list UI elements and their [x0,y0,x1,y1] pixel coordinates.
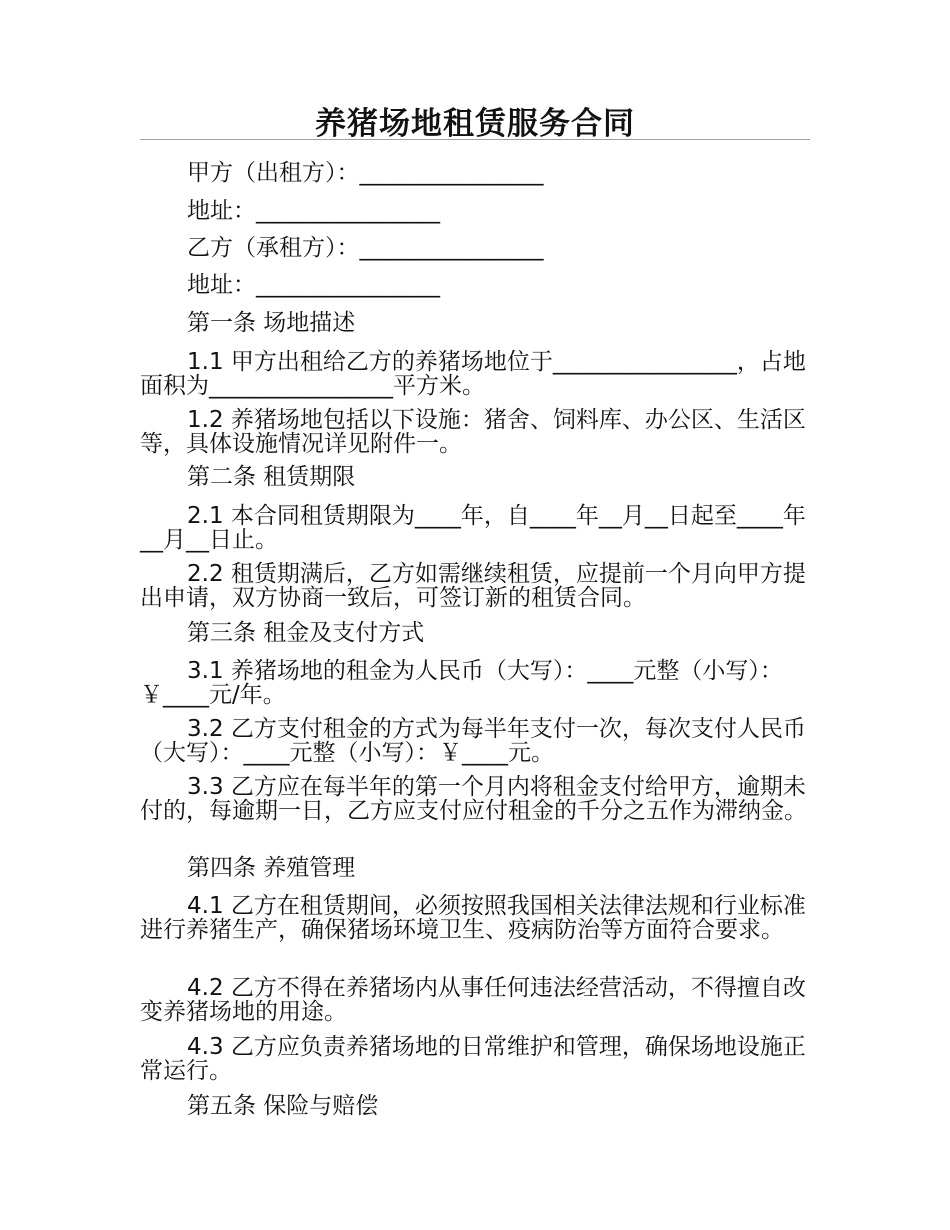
clause-1-1: 1.1 甲方出租给乙方的养猪场地位于________________，占地面积为________________平方米。 [140,349,806,399]
clause-4-2: 4.2 乙方不得在养猪场内从事任何违法经营活动，不得擅自改变养猪场地的用途。 [140,975,806,1025]
article-1-heading: 第一条 场地描述 [187,310,356,336]
clause-2-2: 2.2 租赁期满后，乙方如需继续租赁，应提前一个月向甲方提出申请，双方协商一致后，可签订新的租赁合同。 [140,561,806,611]
article-3-heading: 第三条 租金及支付方式 [187,620,425,646]
clause-3-2: 3.2 乙方支付租金的方式为每半年支付一次，每次支付人民币（大写）：____元整（小写）：￥____元。 [140,716,806,766]
clause-1-2: 1.2 养猪场地包括以下设施：猪舍、饲料库、办公区、生活区等，具体设施情况详见附件一。 [140,407,806,457]
clause-3-3: 3.3 乙方应在每半年的第一个月内将租金支付给甲方，逾期未付的，每逾期一日，乙方应支付应付租金的千分之五作为滞纳金。 [140,774,807,824]
article-5-heading: 第五条 保险与赔偿 [187,1093,379,1119]
document-title: 养猪场地租赁服务合同 [315,106,635,142]
clause-4-3: 4.3 乙方应负责养猪场地的日常维护和管理，确保场地设施正常运行。 [140,1034,806,1084]
party-b-address-line: 地址：________________ [187,272,440,298]
party-a-address-line: 地址：________________ [187,198,440,224]
party-b-line: 乙方（承租方）：________________ [187,235,544,261]
title-underline [140,139,810,140]
article-2-heading: 第二条 租赁期限 [187,464,356,490]
article-4-heading: 第四条 养殖管理 [187,855,356,881]
party-a-line: 甲方（出租方）：________________ [187,160,544,186]
clause-4-1: 4.1 乙方在租赁期间，必须按照我国相关法律法规和行业标准进行养猪生产，确保猪场环境卫生、疫病防治等方面符合要求。 [140,893,806,943]
clause-3-1: 3.1 养猪场地的租金为人民币（大写）：____元整（小写）：￥____元/年。 [140,658,783,708]
clause-2-1: 2.1 本合同租赁期限为____年，自____年__月__日起至____年__月__日止。 [140,503,806,553]
